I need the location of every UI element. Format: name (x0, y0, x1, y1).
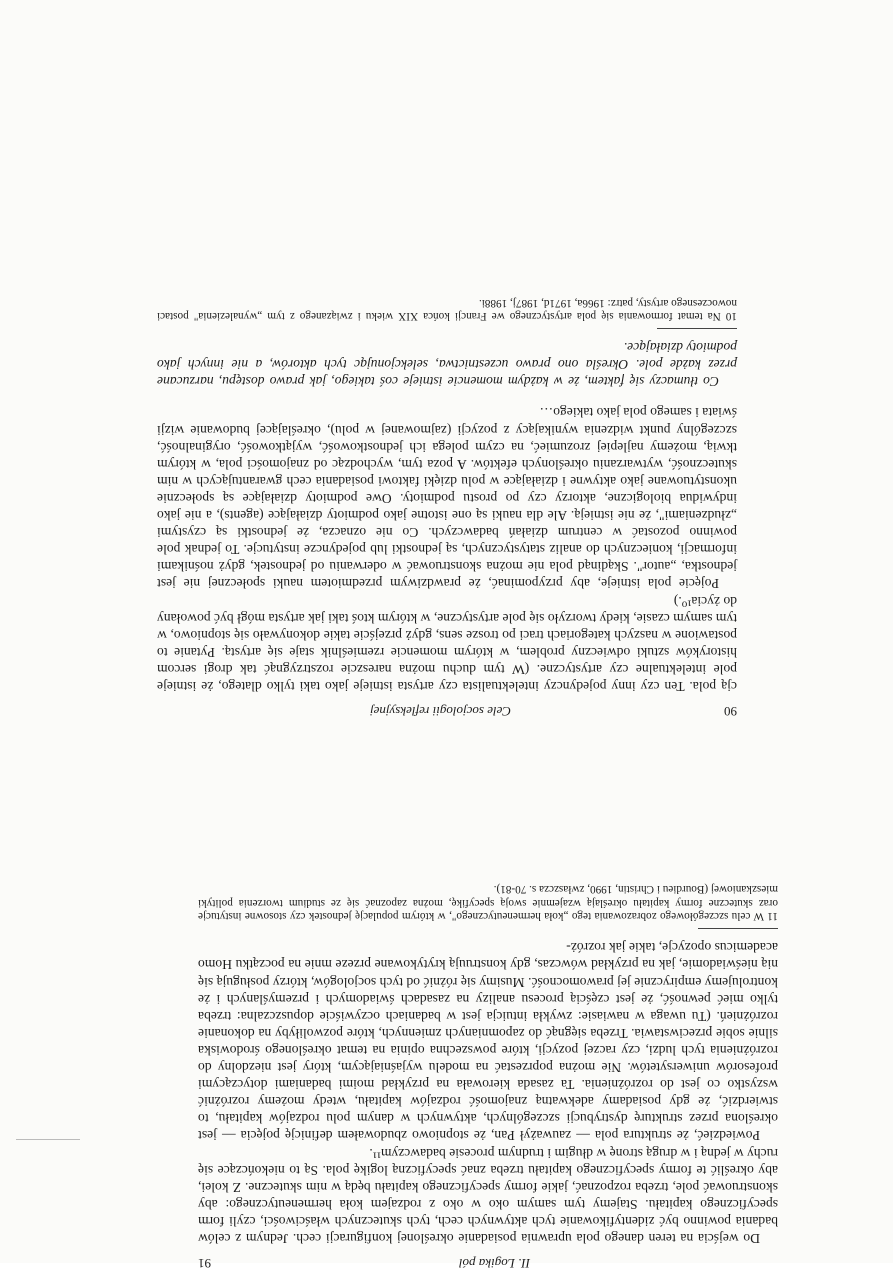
right-running-head (198, 1255, 778, 1271)
left-body-text (157, 339, 737, 695)
left-page (157, 296, 737, 719)
right-paragraph-1: Do wejścia na teren danego pola uprawnia posiadanie określonej konfiguracji cech. Jednym z celów badania powinno być zidentyfikowanie tych aktywnych cech, tych skutecznych właściwości, czyli form specyficznego kapitału. Stajemy tym samym oko w oko z rodzajem koła hermeneutycznego: aby skonstruować pole, trzeba rozpoznać, jakie formy specyficznego kapitału będą w nim skuteczne. Z kolei, aby określić te formy specyficznego kapitału trzeba znać specyficzną logikę pola. Są to niekończące się ruchy w jedną i w drugą stronę w długim i trudnym procesie badawczym¹¹. (198, 1145, 778, 1246)
left-running-head (157, 703, 737, 719)
left-footnote: 10 Na temat formowania się pola artystycznego we Francji końca XIX wieku i związanego z tym „wynalezienia" postaci nowoczesnego artysty, patrz: 1966a, 1971d, 1987j, 1988i. (157, 296, 737, 323)
left-paragraph-2: Pojęcie pola istnieje, aby przypominać, że prawdziwym przedmiotem nauki społecznej nie jest jednostka, „autor". Skądinąd pola nie można skonstruować w oderwaniu od jednostek, gdyż nośnikami informacji, koniecznych do analiz statystycznych, są jednostki lub pojedyncze instytucje. To jednak pole powinno pozostać w centrum działań badawczych. Co nie oznacza, że jednostki są czystymi „złudzeniami", że nie istnieją. Ale dla nauki są one istotne jako podmioty działające (agents), a nie jako indywidua biologiczne, aktorzy czy po prostu podmioty. Owe podmioty działające są społecznie ukonstytuowane jako aktywne i działające w polu dzięki faktowi posiadania cech gwarantujących w nim skuteczność, wytwarzaniu określonych efektów. A poza tym, wychodząc od znajomości pola, w którym tkwią, możemy najlepiej zrozumieć, na czym polega ich jednostkowość, wyjątkowość, oryginalność, szczególny punkt widzenia wynikający z pozycji (zajmowanej w polu), określającej budowanie wizji świata i samego pola jako takiego… (157, 405, 737, 592)
left-footnote-rule (657, 328, 737, 329)
left-running-title: Cele socjologii refleksyjnej (369, 704, 512, 719)
left-paragraph-1: cją pola. Ten czy inny pojedynczy intelektualista czy artysta istnieje jako taki tylko dlatego, że istnieje pole intelektualne czy artystyczne. (W tym duchu można nareszcie rozstrzygnąć tak drogi sercom historyków sztuki odwieczny problem, w którym momencie rzemieślnik staje się artystą. Pytanie to postawione w naszych kategoriach traci po trosze sens, gdyż przejście takie dokonywało się stopniowo, w tym samym czasie, kiedy tworzyło się pole artystyczne, w którym ktoś taki jak artysta mógł być powołany do życia¹⁰.) (157, 593, 737, 694)
right-page (198, 851, 778, 1271)
right-paragraph-2: Powiedzieć, że struktura pola — zauważył Pan, że stopniowo zbudowałem definicję pojęcia — jest określona przez strukturę dystrybucji szczególnych, aktywnych w danym polu rodzajów kapitału, to stwierdzić, że gdy posiadamy adekwatną znajomość rodzajów kapitału, wtedy możemy rozróżnić wszystko co jest do rozróżnienia. Ta zasada kierowała na przykład moimi badaniami dotyczącymi profesorów uniwersytetów. Nie można poprzestać na modelu wyjaśniającym, który jest niezdolny do rozróżnienia tych ludzi, czy raczej pozycji, które powszechna opinia na temat określonego środowiska silnie sobie przeciwstawia. Trzeba sięgnąć do zapomnianych zmiennych, które pozwoliłyby na dokonanie rozróżnień. (Tu uwaga w nawiasie: zwykła intuicja jest w badaniach oczywiście dopuszczalna: trzeba tylko mieć pewność, że jest częścią procesu analizy na zasadach świadomych i przemyślanych i że kontrolujemy empirycznie jej prawomocność. Musimy się różnić od tych socjologów, którzy posługują się nią nieświadomie, jak na przykład wówczas, gdy konstruują krytykowane przeze mnie na początku Homo academicus opozycje, takie jak rozróż- (198, 940, 778, 1144)
right-footnote: 11 W celu szczegółowego zobrazowania tego „koła hermeneutycznego", w którym populację jednostek czy stosowne instytucje oraz skuteczne formy kapitału określają wzajemnie swoją specyfikę, można zapoznać się ze studium tworzenia polityki mieszkaniowej (Bourdieu i Christin, 1990, zwłaszcza s. 70-81). (198, 883, 778, 923)
right-page-number: 91 (198, 1256, 212, 1271)
scan-artifact (16, 1139, 80, 1140)
left-page-number: 90 (724, 704, 737, 719)
right-running-title: II. Logika pól (458, 1256, 531, 1271)
left-quote: Co tłumaczy się faktem, że w każdym momencie istnieje coś takiego, jak prawo dostępu, narzucane przez każde pole. Określa ono prawo uczestnictwa, selekcjonując tych aktorów, a nie innych jako podmioty działające. (157, 340, 737, 390)
right-body-text (198, 939, 778, 1247)
right-footnote-rule (698, 928, 778, 929)
